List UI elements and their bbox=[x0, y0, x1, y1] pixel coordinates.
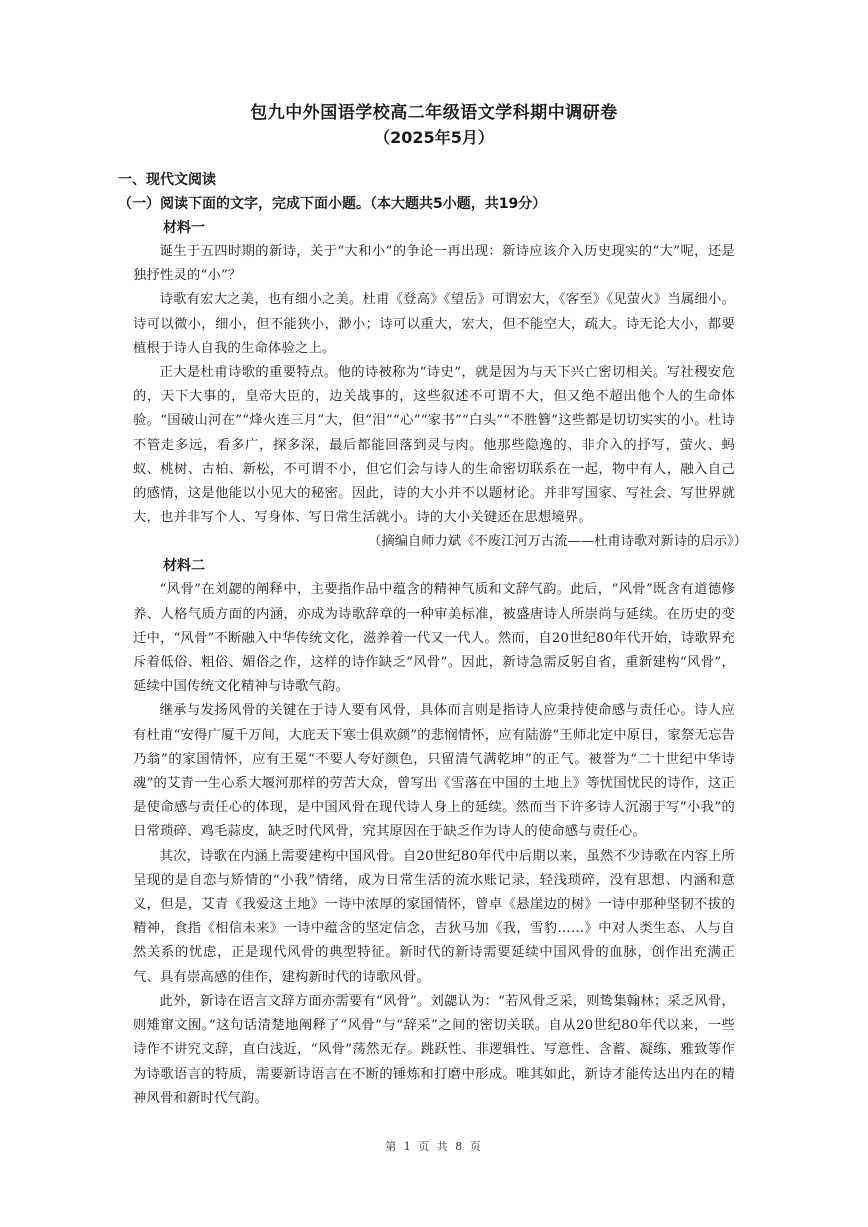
material-two-paragraph: 此外，新诗在语言文辞方面亦需要有“风骨”。刘勰认为：“若风骨乏采，则鸷集翰林；采乏风骨，则雉窜文囿。”这句话清楚地阐释了“风骨”与“辞采”之间的密切关联。自从20世纪80年代以来，一些诗作不讲究文辞，直白浅近，“风骨”荡然无存。跳跃性、非逻辑性、写意性、含蓄、凝练、雅致等作为诗歌语言的特质，需要新诗语言在不断的锤炼和打磨中形成。唯其如此，新诗才能传达出内在的精神风骨和新时代气韵。 bbox=[133, 993, 735, 1106]
material-one-paragraph: 诞生于五四时期的新诗，关于“大和小”的争论一再出现：新诗应该介入历史现实的“大”呢，还是独抒性灵的“小”？ bbox=[133, 244, 735, 284]
material-two-label: 材料二 bbox=[163, 558, 205, 575]
material-two-paragraph: “风骨”在刘勰的阐释中，主要指作品中蕴含的精神气质和文辞气韵。此后，“风骨”既含有道德修养、人格气质方面的内涵，亦成为诗歌辞章的一种审美标准，被盛唐诗人所崇尚与延续。在历史的变迁中，“风骨”不断融入中华传统文化，滋养着一代又一代人。然而，自20世纪80年代开始，诗歌界充斥着低俗、粗俗、媚俗之作，这样的诗作缺乏“风骨”。因此，新诗急需反躬自省，重新建构“风骨”，延续中国传统文化精神与诗歌气韵。 bbox=[133, 582, 736, 695]
material-two-paragraph: 其次，诗歌在内涵上需要建构中国风骨。自20世纪80年代中后期以来，虽然不少诗歌在内容上所呈现的是自恋与矫情的“小我”情绪，成为日常生活的流水账记录，轻浅琐碎，没有思想、内涵和意义，但是，艾青《我爱这土地》一诗中浓厚的家国情怀，曾卓《悬崖边的树》一诗中那种坚韧不拔的精神，食指《相信未来》一诗中蕴含的坚定信念，吉狄马加《我，雪豹……》中对人类生态、人与自然关系的忧虑，正是现代风骨的典型特征。新时代的新诗需要延续中国风骨的血脉，创作出充满正气、具有崇高感的佳作，建构新时代的诗歌风骨。 bbox=[133, 848, 735, 985]
material-one-paragraph: 正大是杜甫诗歌的重要特点。他的诗被称为“诗史”，就是因为与天下兴亡密切相关。写社稷安危的，天下大事的，皇帝大臣的，边关战事的，这些叙述不可谓不大，但又绝不超出他个人的生命体验。“国破山河在”“烽火连三月”大，但“泪”“心”“家书”“白头”“不胜簪”这些都是切切实实的小。杜诗不管走多远，看多广，探多深，最后都能回落到灵与肉。他那些隐逸的、非介入的抒写，萤火、蚂蚁、桃树、古柏、新松，不可谓不小，但它们会与诗人的生命密切联系在一起，物中有人，融入自己的感情，这是他能以小见大的秘密。因此，诗的大小并不以题材论。并非写国家、写社会、写世界就大，也并非写个人、写身体、写日常生活就小。诗的大小关键还在思想境界。 bbox=[133, 365, 735, 526]
material-one-paragraph: 诗歌有宏大之美，也有细小之美。杜甫《登高》《望岳》可谓宏大，《客至》《见萤火》当属细小。诗可以微小，细小，但不能狭小，渺小；诗可以重大，宏大，但不能空大，疏大。诗无论大小，都要植根于诗人自我的生命体验之上。 bbox=[133, 292, 735, 356]
material-one-label: 材料一 bbox=[163, 220, 205, 236]
exam-title: 包九中外国语学校高二年级语文学科期中调研卷 bbox=[250, 103, 618, 123]
exam-date: （2025年5月） bbox=[374, 128, 494, 147]
section-heading: 一、现代文阅读 bbox=[118, 172, 216, 188]
sub-section-heading: （一）阅读下面的文字，完成下面小题。（本大题共5小题，共19分） bbox=[118, 196, 547, 212]
material-two-paragraph: 继承与发扬风骨的关键在于诗人要有风骨，具体而言则是指诗人应秉持使命感与责任心。诗人应有杜甫“安得广厦千万间，大庇天下寒士俱欢颜”的悲悯情怀，应有陆游“王师北定中原日，家祭无忘告乃翁”的家国情怀，应有王冕“不要人夸好颜色，只留清气满乾坤”的正气。被誉为“二十世纪中华诗魂”的艾青一生心系大堰河那样的劳苦大众，曾写出《雪落在中国的土地上》等忧国忧民的诗作，这正是使命感与责任心的体现，是中国风骨在现代诗人身上的延续。然而当下许多诗人沉溺于写“小我”的日常琐碎、鸡毛蒜皮，缺乏时代风骨，究其原因在于缺乏作为诗人的使命感与责任心。 bbox=[133, 703, 735, 840]
material-one-source: （摘编自师力斌《不废江河万古流——杜甫诗歌对新诗的启示》） bbox=[368, 534, 747, 550]
page-footer: 第 1 页 共 8 页 bbox=[385, 1140, 483, 1153]
